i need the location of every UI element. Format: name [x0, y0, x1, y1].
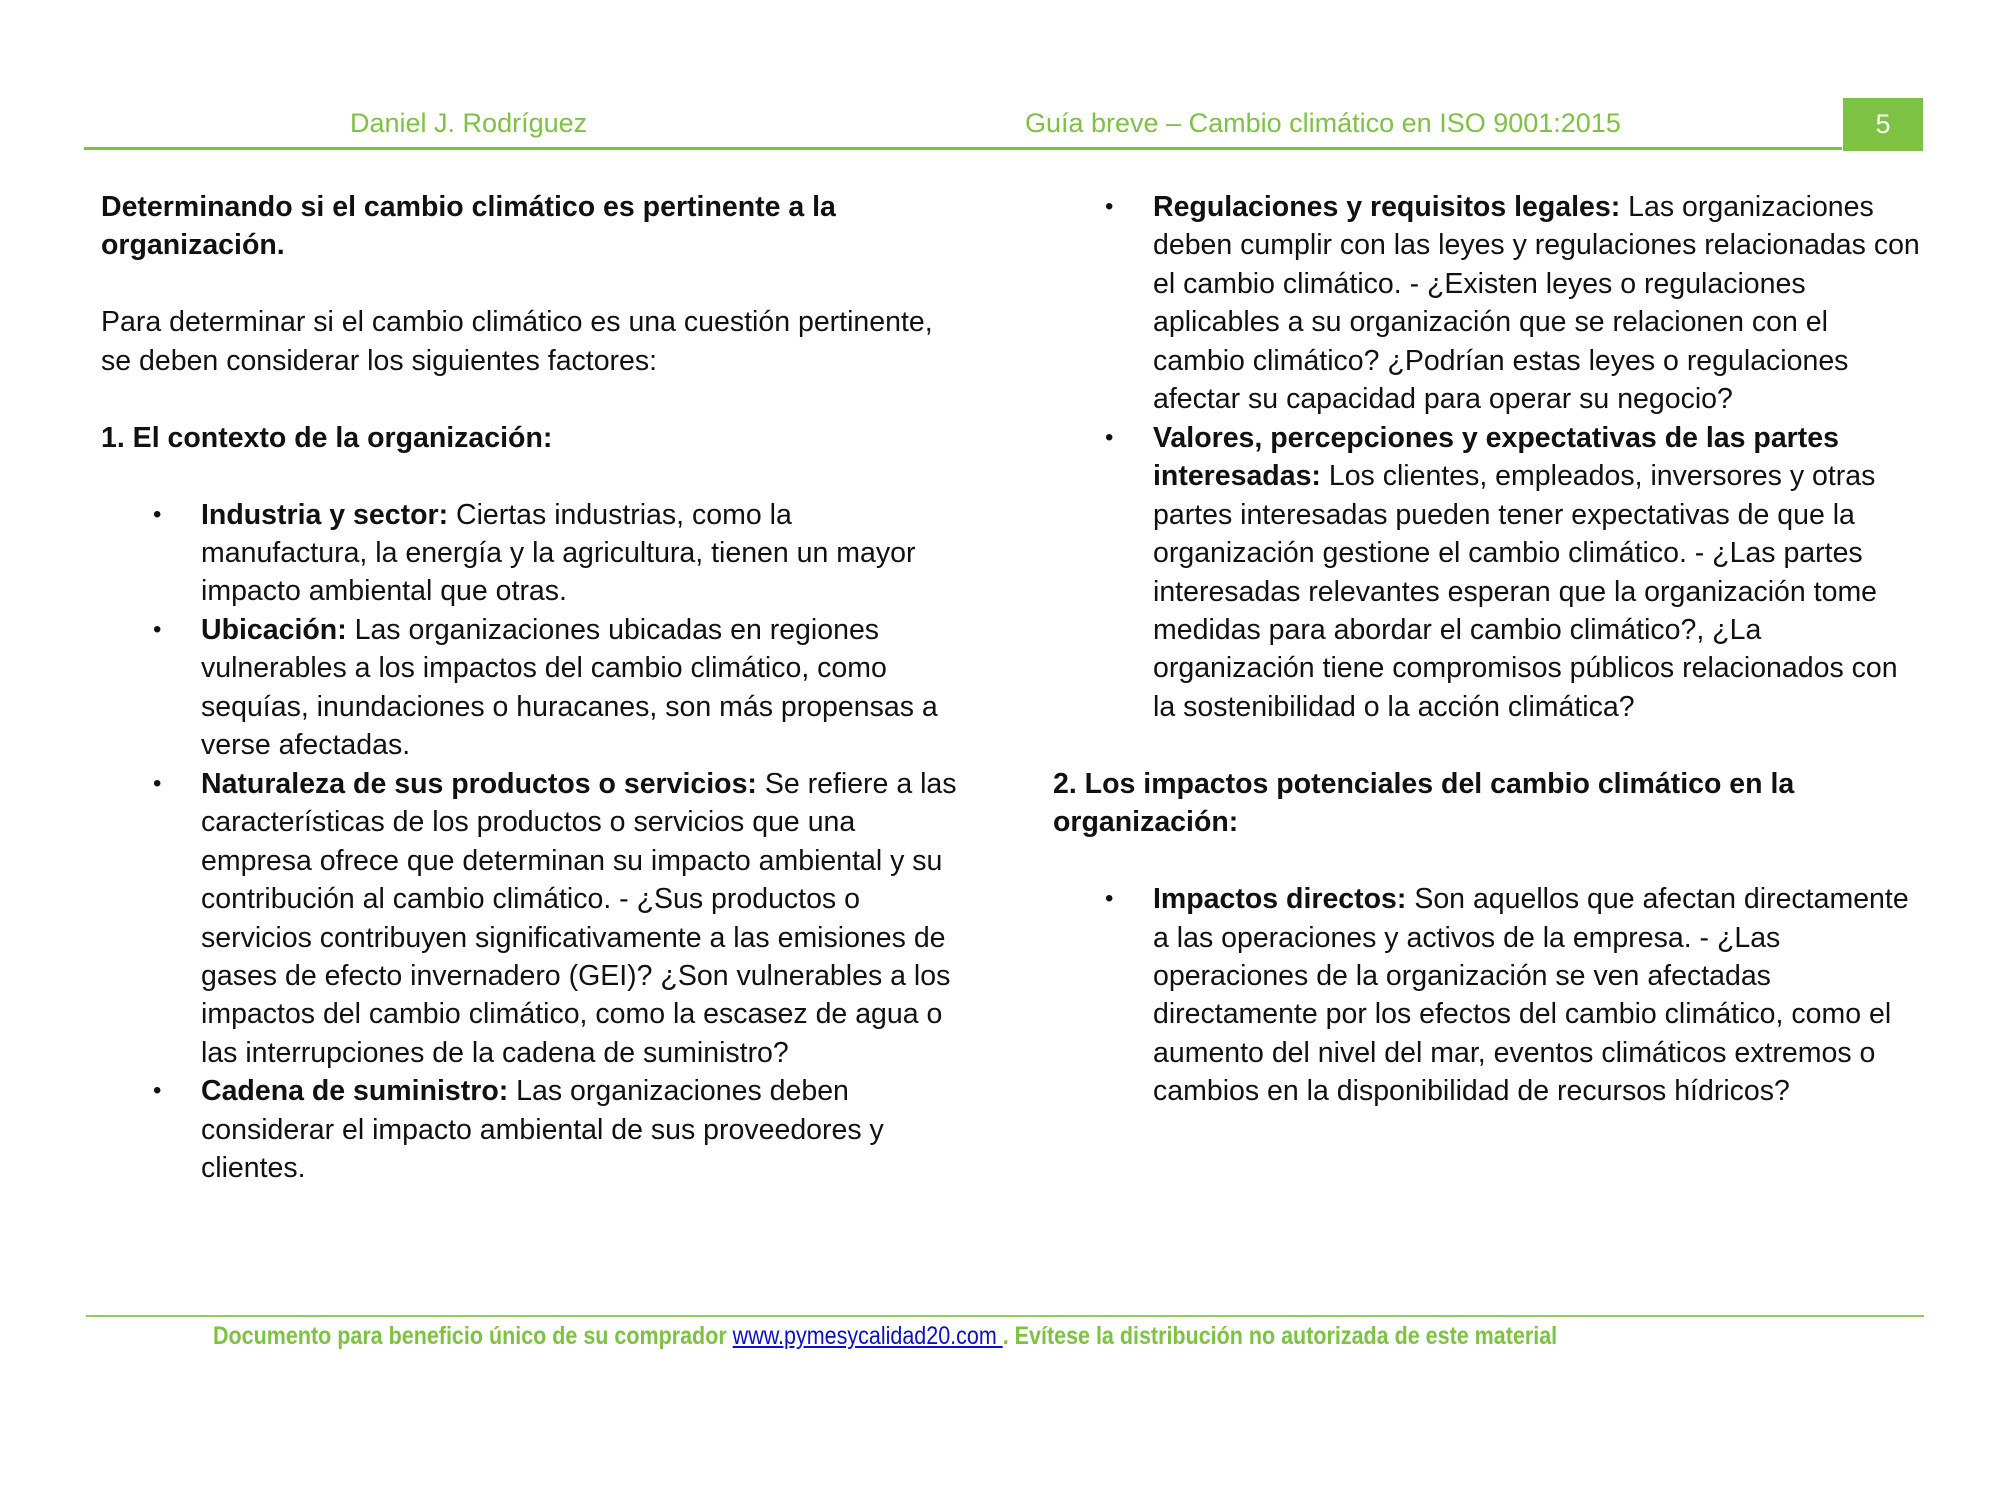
bullet-icon: •	[153, 769, 162, 797]
bullet-icon: •	[1105, 423, 1114, 451]
item-label: Impactos directos:	[1153, 883, 1407, 916]
list-item	[101, 1072, 959, 1187]
footer-link[interactable]: www.pymesycalidad20.com	[732, 1322, 1003, 1350]
left-column	[101, 188, 961, 1188]
list-item	[1053, 188, 1923, 419]
header-author: Daniel J. Rodríguez	[350, 108, 588, 138]
intro-paragraph: Para determinar si el cambio climático es una cuestión pertinente, se deben considerar los siguientes factores:	[101, 306, 933, 377]
list-item	[101, 611, 959, 765]
footer-notice	[213, 1322, 1557, 1351]
item-label: Ubicación:	[201, 613, 347, 646]
item-text: Las organizaciones deben considerar el impacto ambiental de sus proveedores y clientes.	[201, 1075, 884, 1185]
subsection-heading-2: 2. Los impactos potenciales del cambio climático en la organización:	[1053, 767, 1795, 839]
page-number: 5	[1875, 109, 1891, 139]
footer-text-before: Documento para beneficio único de su comprador	[213, 1322, 733, 1350]
bullet-icon: •	[1105, 193, 1114, 220]
list-item	[1053, 880, 1923, 1111]
bullet-icon: •	[153, 1077, 162, 1105]
item-label: Regulaciones y requisitos legales:	[1153, 191, 1621, 223]
item-label: Naturaleza de sus productos o servicios:	[201, 767, 757, 800]
item-label: Valores, percepciones y expectativas de las partes interesadas:	[1153, 421, 1839, 493]
item-text: Son aquellos que afectan directamente a las operaciones y activos de la empresa. - ¿Las operaciones de la organización se ven afectadas directamente por los efectos del cambio climático, como el aumento del nivel del mar, eventos climáticos extremos o cambios en la disponibilidad de recursos hídricos?	[1153, 883, 1909, 1108]
factor-list	[101, 496, 959, 1188]
bullet-icon: •	[153, 615, 162, 643]
section-heading: Determinando si el cambio climático es pertinente a la organización.	[101, 191, 836, 262]
right-column	[1053, 188, 1923, 1111]
header-title: Guía breve – Cambio climático en ISO 9001:2015	[1025, 108, 1621, 138]
item-text: Las organizaciones ubicadas en regiones vulnerables a los impactos del cambio climático, como sequías, inundaciones o huracanes, son más propensas a verse afectadas.	[201, 613, 938, 762]
bullet-icon: •	[153, 500, 162, 528]
impact-list	[1053, 880, 1923, 1111]
item-label: Cadena de suministro:	[201, 1075, 509, 1108]
list-item	[1053, 419, 1923, 727]
item-text: Las organizaciones deben cumplir con las leyes y regulaciones relacionadas con el cambio climático. - ¿Existen leyes o regulaciones aplicables a su organización que se relacionen con el cambio climático? ¿Podrían estas leyes o regulaciones afectar su capacidad para operar su negocio?	[1153, 191, 1920, 416]
subsection-heading-1: 1. El contexto de la organización:	[101, 421, 553, 454]
footer-divider	[86, 1315, 1924, 1317]
item-text: Se refiere a las características de los productos o servicios que una empresa ofrece que determinan su impacto ambiental y su contribución al cambio climático. - ¿Sus productos o servicios contribuyen significativamente a las emisiones de gases de efecto invernadero (GEI)? ¿Son vulnerables a los impactos del cambio climático, como la escasez de agua o las interrupciones de la cadena de suministro?	[201, 767, 957, 1069]
header-divider	[84, 147, 1842, 150]
footer-text-after: Evítese la distribución no autorizada de este material	[1014, 1322, 1558, 1350]
bullet-icon: •	[1105, 885, 1114, 913]
item-text: Los clientes, empleados, inversores y otras partes interesadas pueden tener expectativas de que la organización gestione el cambio climático. - ¿Las partes interesadas relevantes esperan que la organización tome medidas para abordar el cambio climático?, ¿La organización tiene compromisos públicos relacionados con la sostenibilidad o la acción climática?	[1153, 460, 1898, 723]
page-number-badge	[1843, 98, 1923, 151]
factor-list-continued	[1053, 188, 1923, 726]
list-item	[101, 765, 959, 1073]
list-item	[101, 496, 959, 611]
footer-separator: .	[1002, 1322, 1015, 1350]
item-text: Ciertas industrias, como la manufactura, la energía y la agricultura, tienen un mayor impacto ambiental que otras.	[201, 498, 916, 608]
item-label: Industria y sector:	[201, 498, 449, 531]
